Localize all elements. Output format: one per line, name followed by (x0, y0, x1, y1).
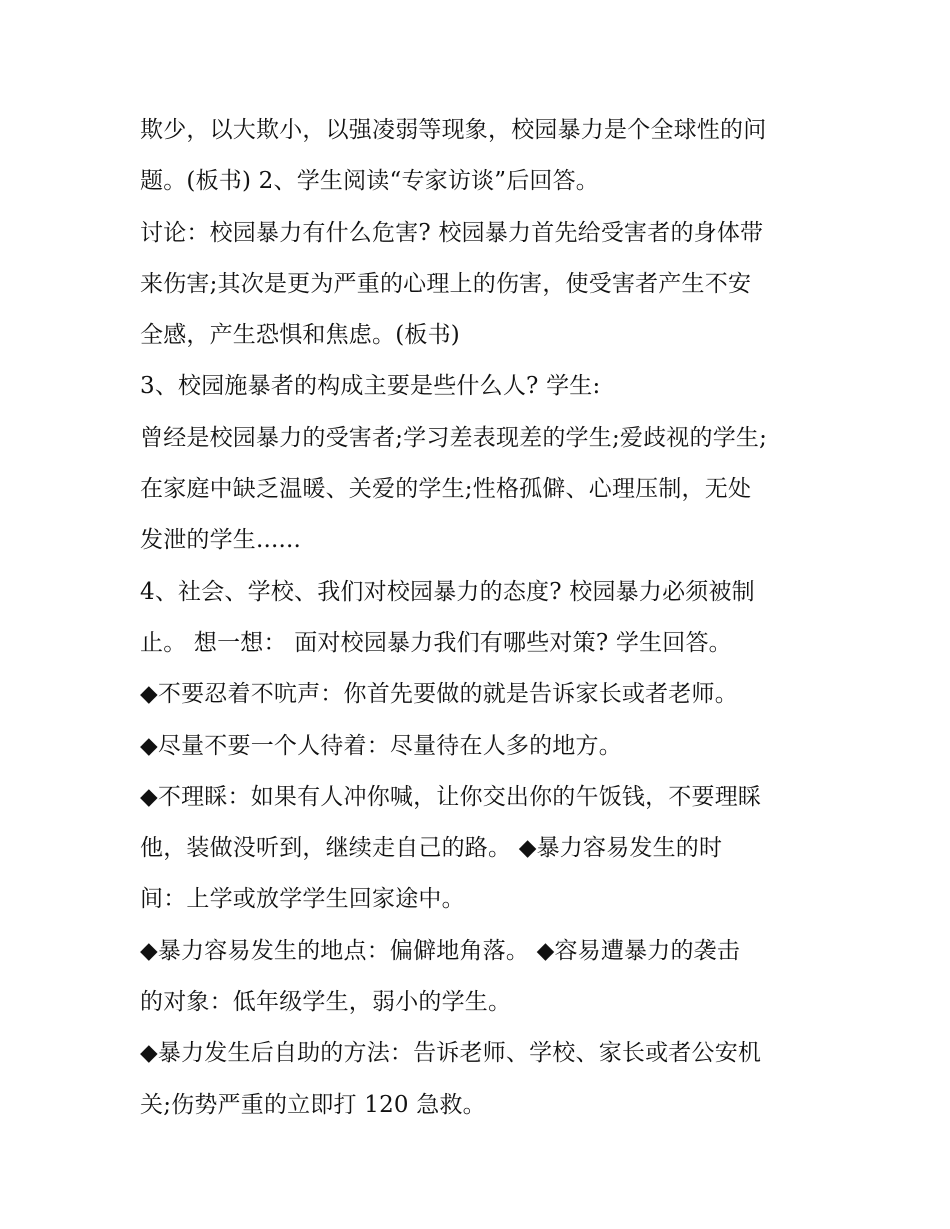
text-line: ◆暴力容易发生的地点：偏僻地角落。 ◆容易遭暴力的袭击 (140, 937, 741, 964)
text-line: 欺少，以大欺小，以强凌弱等现象，校园暴力是个全球性的问 (140, 117, 767, 143)
text-line: 3、校园施暴者的构成主要是些什么人? 学生: (140, 373, 601, 400)
text-line: 全感，产生恐惧和焦虑。(板书) (140, 322, 460, 349)
text-line: 间：上学或放学学生回家途中。 (140, 886, 465, 913)
text-line: 止。 想一想： 面对校园暴力我们有哪些对策? 学生回答。 (140, 629, 732, 656)
text-line: 讨论：校园暴力有什么危害? 校园暴力首先给受害者的身体带 (140, 219, 764, 246)
text-line: 关;伤势严重的立即打 120 急救。 (140, 1091, 486, 1118)
text-line: ◆不要忍着不吭声：你首先要做的就是告诉家长或者老师。 (140, 681, 738, 708)
text-line: 在家庭中缺乏温暖、关爱的学生;性格孤僻、心理压制，无处 (140, 476, 752, 503)
text-line: 曾经是校园暴力的受害者;学习差表现差的学生;爱歧视的学生; (140, 424, 768, 451)
text-line: 他，装做没听到，继续走自己的路。 ◆暴力容易发生的时 (140, 835, 723, 862)
text-line: ◆尽量不要一个人待着：尽量待在人多的地方。 (140, 732, 622, 759)
text-line: 的对象：低年级学生，弱小的学生。 (140, 989, 512, 1016)
text-line: 题。(板书) 2、学生阅读“专家访谈”后回答。 (140, 168, 600, 195)
text-line: ◆不理睬：如果有人冲你喊，让你交出你的午饭钱，不要理睬 (140, 783, 762, 810)
text-line: ◆暴力发生后自助的方法：告诉老师、学校、家长或者公安机 (140, 1040, 762, 1067)
text-line: 发泄的学生...... (140, 527, 302, 554)
text-line: 来伤害;其次是更为严重的心理上的伤害，使受害者产生不安 (140, 270, 752, 297)
text-line: 4、社会、学校、我们对校园暴力的态度? 校园暴力必须被制 (140, 578, 755, 605)
document-body (140, 105, 820, 1131)
